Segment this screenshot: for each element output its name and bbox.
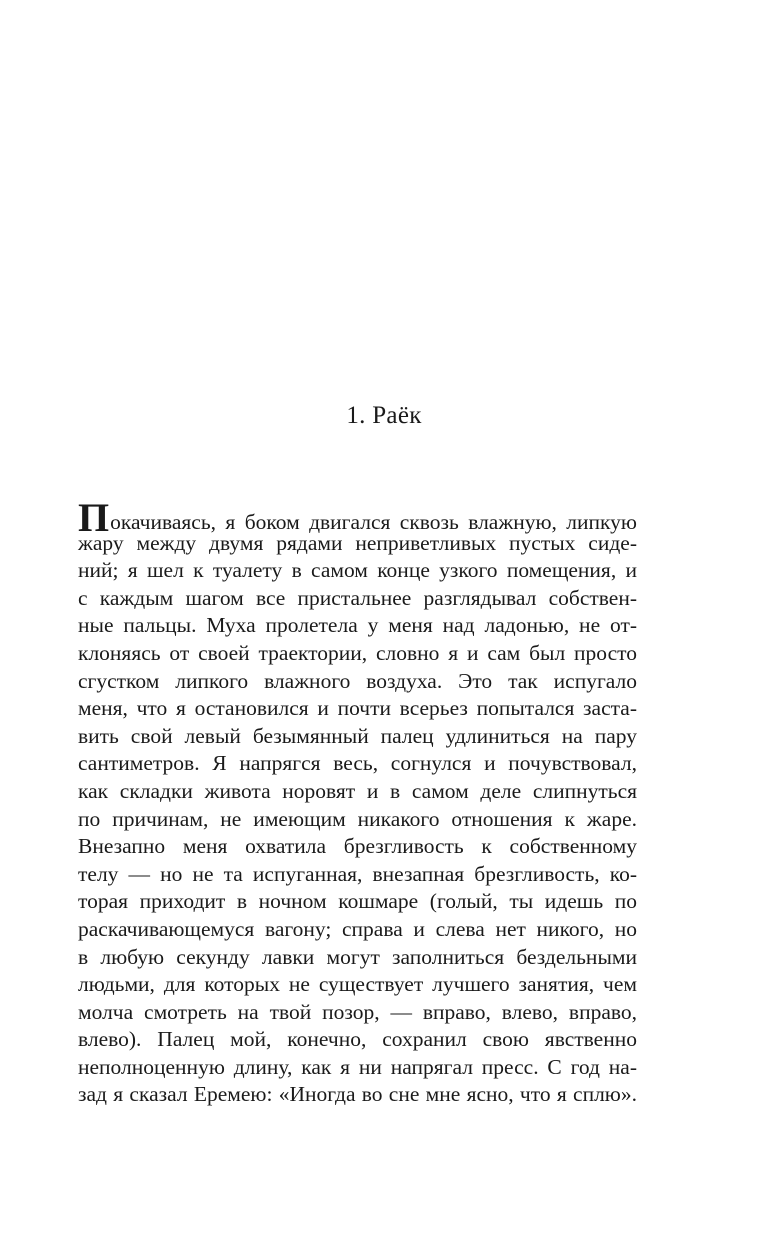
text-line: людьми, для которых не существует лучшего занятия, чем [78,972,637,997]
text-line: жару между двумя рядами неприветливых пустых сиде- [78,530,637,555]
first-line-text: окачиваясь, я боком двигался сквозь влажную, липкую [110,510,637,534]
text-line: сантиметров. Я напрягся весь, согнулся и почувствовал, [78,751,637,776]
text-line: клоняясь от своей траектории, словно я и сам был просто [78,640,637,665]
text-line: меня, что я остановился и почти всерьез попытался заста- [78,696,637,721]
text-line: молча смотреть на твой позор, — вправо, влево, вправо, [78,999,637,1024]
text-line: с каждым шагом все пристальнее разглядывал собствен- [78,585,637,610]
text-line: телу — но не та испуганная, внезапная брезгливость, ко- [78,861,637,886]
text-line: вить свой левый безымянный палец удлиниться на пару [78,723,637,748]
text-line-last: зад я сказал Еремею: «Иногда во сне мне ясно, что я сплю». [78,1082,637,1107]
text-line: ные пальцы. Муха пролетела у меня над ладонью, не от- [78,613,637,638]
text-line: влево). Палец мой, конечно, сохранил свою явственно [78,1027,637,1052]
chapter-title: 1. Раёк [346,402,422,429]
text-line: неполноценную длину, как я ни напрягал пресс. С год на- [78,1054,637,1079]
chapter-body-paragraph [78,495,637,1109]
text-line: по причинам, не имеющим никакого отношения к жаре. [78,806,637,831]
text-line: сгустком липкого влажного воздуха. Это так испугало [78,668,637,693]
text-line-1 [78,495,637,540]
drop-cap-letter: П [78,495,110,540]
text-line: торая приходит в ночном кошмаре (голый, ты идешь по [78,889,637,914]
text-line: как складки живота норовят и в самом деле слипнуться [78,778,637,803]
text-line: в любую секунду лавки могут заполниться бездельными [78,944,637,969]
text-line: раскачивающемуся вагону; справа и слева нет никого, но [78,916,637,941]
text-line: ний; я шел к туалету в самом конце узкого помещения, и [78,558,637,583]
text-line: Внезапно меня охватила брезгливость к собственному [78,834,637,859]
